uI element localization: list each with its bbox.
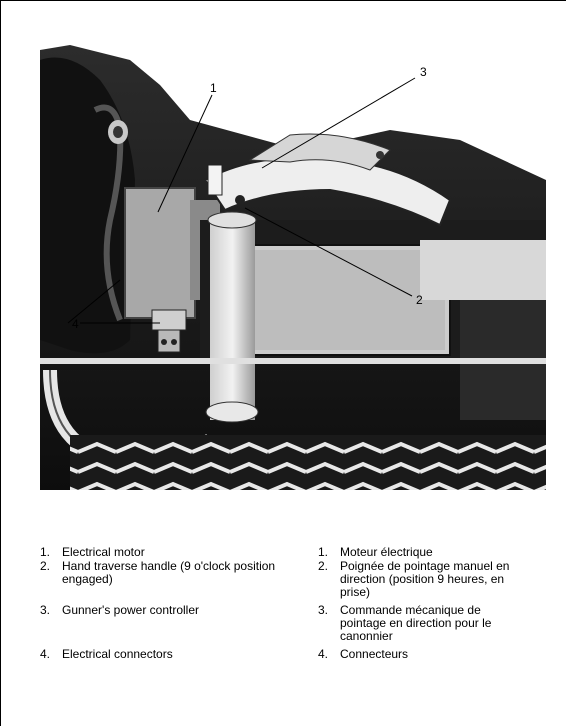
- legend-item: [318, 648, 528, 661]
- page-border-left: [0, 0, 1, 726]
- legend-number: 2.: [318, 559, 329, 573]
- legend-item: [318, 560, 528, 604]
- callout-4: 4: [72, 317, 79, 331]
- legend-number: 4.: [318, 647, 329, 661]
- legend-number: 1.: [40, 545, 51, 559]
- legend-text: Commande mécanique de pointage en direction pour le canonnier: [340, 603, 492, 643]
- legend-item: [318, 604, 528, 648]
- legend-text: Electrical connectors: [62, 647, 173, 661]
- legend-number: 3.: [318, 603, 329, 617]
- legend-number: 1.: [318, 545, 329, 559]
- legend-english: [40, 546, 302, 661]
- legend-item: [40, 560, 302, 604]
- legend-item: [40, 546, 302, 560]
- callout-1: 1: [210, 81, 217, 95]
- legend-french: [318, 546, 528, 661]
- legend-item: [318, 546, 528, 560]
- legend-item: [40, 604, 302, 648]
- equipment-photo: [40, 40, 546, 490]
- legend-text: Hand traverse handle (9 o'clock position engaged): [62, 559, 276, 586]
- legend-text: Gunner's power controller: [62, 603, 200, 617]
- page-border-top: [0, 0, 566, 1]
- callout-2: 2: [416, 293, 423, 307]
- legend-number: 3.: [40, 603, 51, 617]
- legend-item: [40, 648, 302, 661]
- legend-text: Connecteurs: [340, 647, 409, 661]
- legend-number: 2.: [40, 559, 51, 573]
- legend-number: 4.: [40, 647, 51, 661]
- legend-text: Moteur électrique: [340, 545, 433, 559]
- callout-3: 3: [420, 65, 427, 79]
- legend-text: Electrical motor: [62, 545, 145, 559]
- legend-text: Poignée de pointage manuel en direction (position 9 heures, en prise): [340, 559, 510, 599]
